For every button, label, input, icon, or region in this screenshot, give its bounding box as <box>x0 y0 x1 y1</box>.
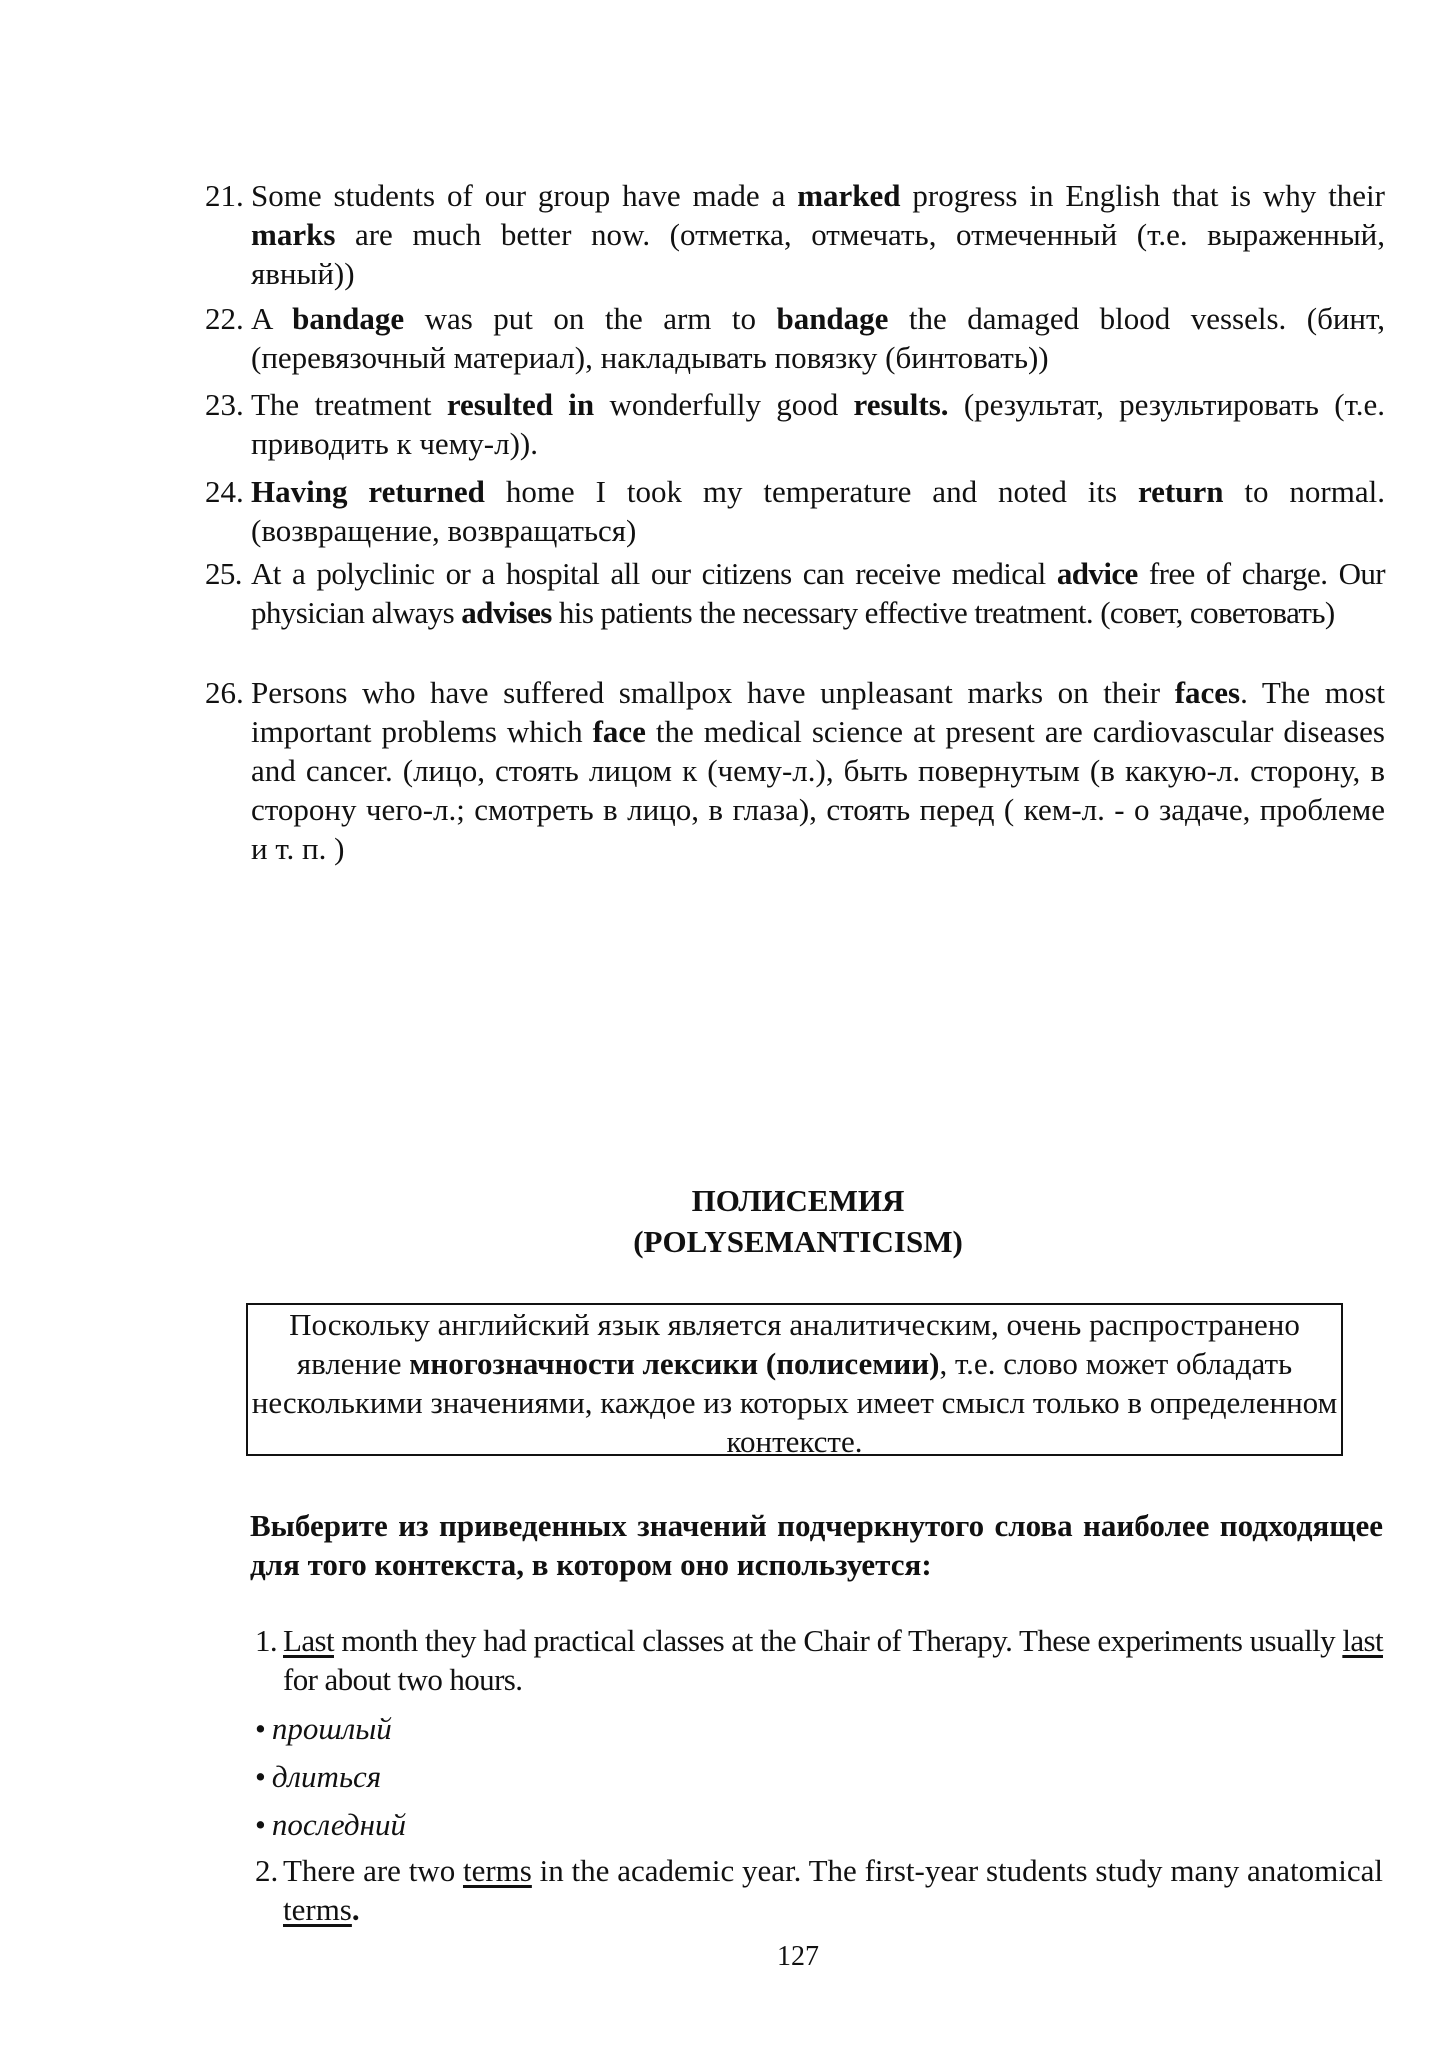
text-segment: There are two <box>283 1853 463 1888</box>
list-item <box>205 472 1385 550</box>
option-text: прошлый <box>271 1711 392 1746</box>
text-segment: Поскольку английский язык является аналитическим, очень распространено явление <box>289 1307 1300 1381</box>
bold-term: marked <box>797 178 901 213</box>
text-segment: for about two hours. <box>283 1662 523 1697</box>
text-segment: are much better now. (отметка, отмечать, отмеченный (т.е. выраженный, явный)) <box>251 217 1385 291</box>
item-number: 23. <box>205 387 244 422</box>
text-segment: (результат, результировать (т.е. приводить к чему-л)). <box>251 387 1385 461</box>
text-segment: to normal. (возвращение, возвращаться) <box>251 474 1385 548</box>
text-segment: free of charge. Our physician always <box>251 556 1385 630</box>
item-text <box>251 176 1385 293</box>
text-segment: . The most important problems which <box>251 675 1385 749</box>
item-number: 24. <box>205 474 244 509</box>
section-subtitle: (POLYSEMANTICISM) <box>633 1224 963 1259</box>
text-segment: home I took my temperature and noted its <box>484 474 1138 509</box>
text-segment: his patients the necessary effective treatment. (совет, советовать) <box>551 595 1335 630</box>
section-title: ПОЛИСЕМИЯ <box>691 1183 905 1218</box>
text-segment: progress in English that is why their <box>900 178 1385 213</box>
list-item <box>205 176 1385 293</box>
list-item <box>205 673 1385 868</box>
underlined-term: terms <box>283 1892 352 1927</box>
text-segment: was put on the arm to <box>404 301 777 336</box>
bold-term: многозначности лексики (полисемии) <box>409 1346 940 1381</box>
text-segment: the damaged blood vessels. (бинт, (перевязочный материал), накладывать повязку (бинтовать)) <box>251 301 1385 375</box>
list-item <box>205 554 1385 632</box>
exercise-item <box>255 1621 1383 1699</box>
underlined-term: terms <box>462 1853 532 1888</box>
info-box <box>246 1303 1343 1459</box>
bold-term: return <box>1137 474 1224 509</box>
item-text <box>251 299 1385 377</box>
item-number: 1. <box>255 1623 278 1658</box>
option-item <box>255 1805 406 1844</box>
bold-term: bandage <box>292 301 405 336</box>
text-segment: Some students of our group have made a <box>251 178 798 213</box>
underlined-term: last <box>1342 1623 1383 1658</box>
bold-term: marks <box>251 217 336 252</box>
item-number: 25. <box>205 556 242 591</box>
item-number: 26. <box>205 675 244 710</box>
exercise-item <box>255 1851 1383 1929</box>
item-text <box>283 1851 1383 1929</box>
bold-term: bandage <box>776 301 889 336</box>
text-segment: The treatment <box>251 387 447 422</box>
bold-term: resulted in <box>446 387 595 422</box>
option-text: длиться <box>271 1759 382 1794</box>
list-item <box>205 299 1385 377</box>
list-item <box>205 385 1385 463</box>
item-text <box>251 554 1385 632</box>
text-segment: At a polyclinic or a hospital all our citizens can receive medical <box>251 556 1057 591</box>
option-item <box>255 1709 392 1748</box>
text-segment: month they had practical classes at the Chair of Therapy. These experiments usually <box>333 1623 1343 1658</box>
underlined-term: Last <box>283 1623 334 1658</box>
option-text: последний <box>271 1807 406 1842</box>
bold-term: advice <box>1056 556 1138 591</box>
text-segment: , т.е. слово может обладать несколькими значениями, каждое из которых имеет смысл только в определенном контексте. <box>251 1346 1338 1459</box>
bold-term: faces <box>1174 675 1241 710</box>
item-number: 21. <box>205 178 244 213</box>
exercise-instruction: Выберите из приведенных значений подчеркнутого слова наиболее подходящее для того контекста, в котором оно используется: <box>250 1508 1383 1582</box>
bold-term: Having returned <box>251 474 485 509</box>
page-number: 127 <box>777 1941 819 1972</box>
text-segment: in the academic year. The first-year students study many anatomical <box>531 1853 1383 1888</box>
bold-term: face <box>592 714 646 749</box>
text-segment: the medical science at present are cardiovascular diseases and cancer. (лицо, стоять лицом к (чему-л.), быть повернутым (в какую-л. сторону, в сторону чего-л.; смотреть в лицо, в глаза), стоять перед ( кем-л. - о задаче, проблеме и т. п. ) <box>251 714 1385 866</box>
item-text <box>251 385 1385 463</box>
bold-term: results. <box>853 387 949 422</box>
bullet-icon: • <box>255 1807 266 1842</box>
item-number: 22. <box>205 301 244 336</box>
bullet-icon: • <box>255 1759 266 1794</box>
text-segment: Persons who have suffered smallpox have unpleasant marks on their <box>251 675 1175 710</box>
bold-term: advises <box>461 595 552 630</box>
bullet-icon: • <box>255 1711 266 1746</box>
item-text <box>283 1621 1383 1699</box>
text-segment: A <box>251 301 293 336</box>
item-text <box>251 472 1385 550</box>
text-segment: wonderfully good <box>594 387 854 422</box>
option-item <box>255 1757 381 1796</box>
item-number: 2. <box>255 1853 279 1888</box>
item-text <box>251 673 1385 868</box>
bold-term: . <box>351 1892 360 1927</box>
